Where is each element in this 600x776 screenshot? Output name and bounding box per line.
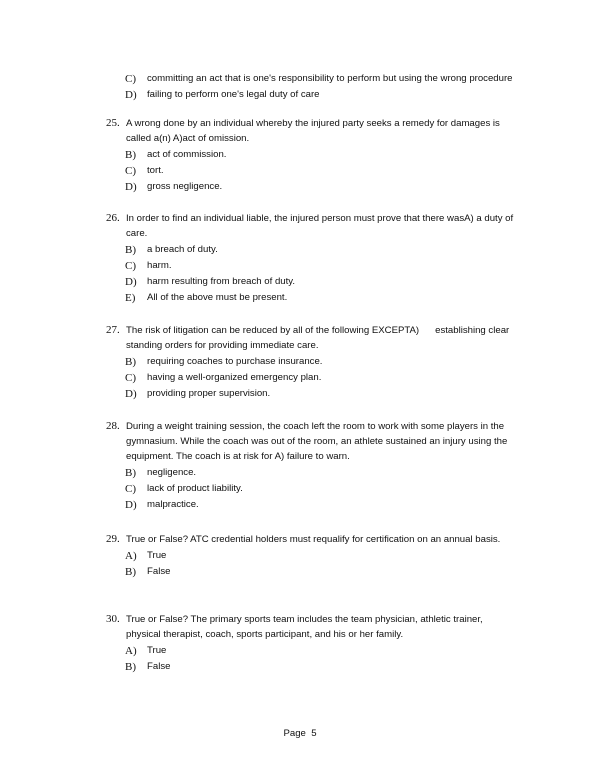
option bbox=[125, 498, 516, 512]
option-letter: B) bbox=[125, 566, 136, 578]
option bbox=[125, 180, 516, 194]
question-text: The risk of litigation can be reduced by all of the following EXCEPTA) establishing clear standing orders for providing immediate care. bbox=[126, 325, 512, 351]
question-number: 30. bbox=[106, 613, 120, 625]
option-letter: B) bbox=[125, 356, 136, 368]
option-text: a breach of duty. bbox=[147, 244, 218, 255]
option bbox=[125, 275, 516, 289]
option-letter: B) bbox=[125, 149, 136, 161]
option-letter: D) bbox=[125, 499, 137, 511]
question-number: 26. bbox=[106, 212, 120, 224]
option-text: failing to perform one's legal duty of care bbox=[147, 89, 320, 100]
option-text: act of commission. bbox=[147, 149, 227, 160]
page-number: Page 5 bbox=[283, 728, 317, 739]
option bbox=[125, 565, 516, 579]
option-text: False bbox=[147, 566, 171, 577]
question-text: In order to find an individual liable, the injured person must prove that there wasA) a duty of care. bbox=[126, 213, 514, 239]
continued-options bbox=[106, 70, 516, 102]
option-letter: C) bbox=[125, 260, 136, 272]
question-27 bbox=[106, 323, 516, 401]
option bbox=[125, 371, 516, 385]
option-letter: D) bbox=[125, 89, 137, 101]
question-text: During a weight training session, the coach left the room to work with some players in the gymnasium. While the coach was out of the room, an athlete sustained an injury using the equipment. The coach is at risk for A) failure to warn. bbox=[126, 421, 508, 462]
option-letter: D) bbox=[125, 181, 137, 193]
option-text: having a well-organized emergency plan. bbox=[147, 372, 322, 383]
option-letter: E) bbox=[125, 292, 136, 304]
question-25 bbox=[106, 116, 516, 194]
option bbox=[125, 644, 516, 658]
option-text: gross negligence. bbox=[147, 181, 223, 192]
question-text: True or False? The primary sports team includes the team physician, athletic trainer, physical therapist, coach, sports participant, and his or her family. bbox=[126, 614, 483, 640]
option-text: lack of product liability. bbox=[147, 483, 243, 494]
question-number: 25. bbox=[106, 117, 120, 129]
option-letter: C) bbox=[125, 483, 136, 495]
option-letter: B) bbox=[125, 244, 136, 256]
question-29 bbox=[106, 532, 516, 579]
option bbox=[125, 148, 516, 162]
question-text: A wrong done by an individual whereby the injured party seeks a remedy for damages is called a(n) A)act of omission. bbox=[126, 118, 500, 144]
option-letter: D) bbox=[125, 276, 137, 288]
option-text: True bbox=[147, 550, 167, 561]
question-26 bbox=[106, 211, 516, 305]
option bbox=[125, 482, 516, 496]
option bbox=[125, 259, 516, 273]
option-text: negligence. bbox=[147, 467, 197, 478]
question-number: 29. bbox=[106, 533, 120, 545]
option bbox=[125, 660, 516, 674]
option-letter: D) bbox=[125, 388, 137, 400]
question-30 bbox=[106, 612, 516, 674]
option-letter: B) bbox=[125, 661, 136, 673]
option bbox=[125, 243, 516, 257]
question-number: 28. bbox=[106, 420, 120, 432]
option-text: requiring coaches to purchase insurance. bbox=[147, 356, 323, 367]
option bbox=[125, 387, 516, 401]
option-text: False bbox=[147, 661, 171, 672]
option-letter: A) bbox=[125, 645, 137, 657]
option bbox=[125, 88, 516, 102]
option-letter: A) bbox=[125, 550, 137, 562]
question-28 bbox=[106, 419, 516, 512]
option-text: tort. bbox=[147, 165, 164, 176]
option bbox=[125, 549, 516, 563]
option-text: harm resulting from breach of duty. bbox=[147, 276, 296, 287]
option-text: committing an act that is one's responsibility to perform but using the wrong procedure bbox=[147, 73, 513, 84]
option-text: malpractice. bbox=[147, 499, 199, 510]
option bbox=[125, 72, 516, 86]
question-text: True or False? ATC credential holders must requalify for certification on an annual basis. bbox=[126, 534, 501, 545]
option-text: providing proper supervision. bbox=[147, 388, 271, 399]
option bbox=[125, 355, 516, 369]
option-letter: C) bbox=[125, 165, 136, 177]
option-letter: C) bbox=[125, 372, 136, 384]
option-text: harm. bbox=[147, 260, 172, 271]
option-text: True bbox=[147, 645, 167, 656]
option-letter: C) bbox=[125, 73, 136, 85]
option bbox=[125, 466, 516, 480]
question-number: 27. bbox=[106, 324, 120, 336]
option bbox=[125, 164, 516, 178]
option-text: All of the above must be present. bbox=[147, 292, 288, 303]
option bbox=[125, 291, 516, 305]
option-letter: B) bbox=[125, 467, 136, 479]
